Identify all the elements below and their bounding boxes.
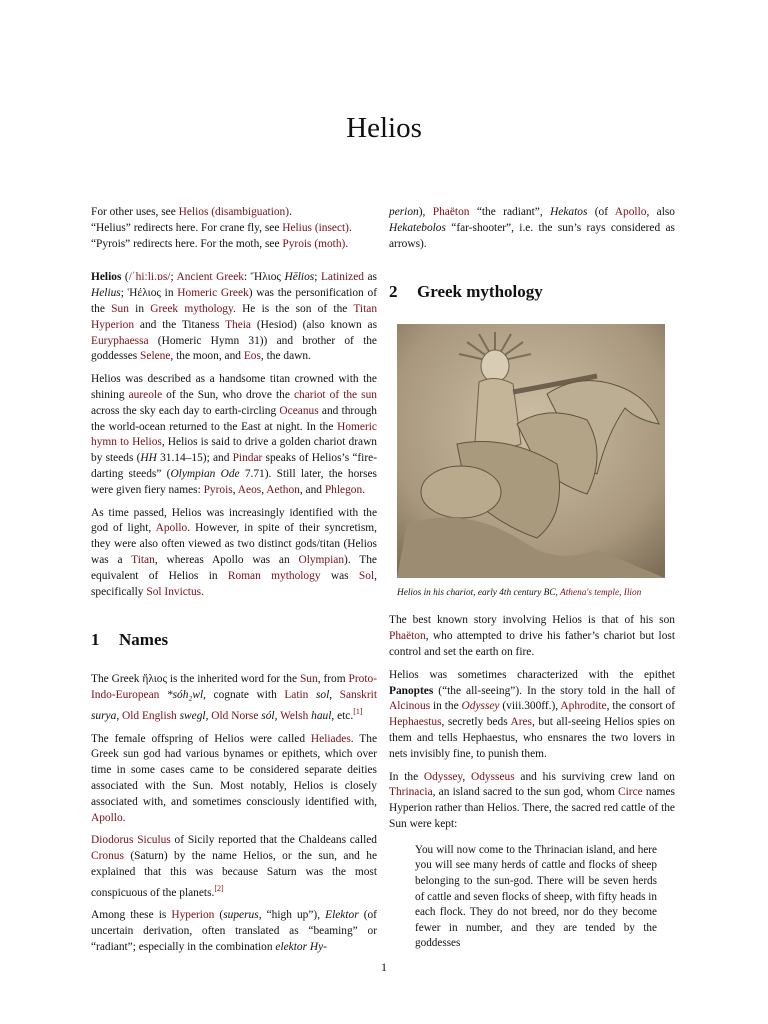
text-run: Helios was sometimes characterized with the epithet bbox=[389, 668, 675, 681]
wiki-link[interactable]: Latin bbox=[284, 689, 309, 702]
text-run: elektor Hy- bbox=[275, 940, 327, 953]
text-run: Hēlios bbox=[284, 271, 315, 284]
mythology-paragraph bbox=[389, 668, 675, 763]
text-run: sól bbox=[261, 709, 275, 722]
wiki-link[interactable]: Proto-Indo-European bbox=[91, 673, 377, 702]
wiki-link[interactable]: Hephaestus bbox=[389, 716, 442, 729]
text-run: Helius bbox=[91, 287, 121, 300]
figure bbox=[397, 324, 665, 599]
wiki-link[interactable]: Apollo bbox=[614, 206, 647, 218]
names-paragraph bbox=[91, 908, 377, 955]
text-run: , the dawn. bbox=[260, 350, 311, 363]
wiki-link[interactable]: Thrinacia bbox=[389, 786, 433, 799]
hatnote-text: “Helius” redirects here. For crane fly, see bbox=[91, 221, 283, 234]
wiki-link[interactable]: Euryphaessa bbox=[91, 334, 149, 347]
wiki-link[interactable]: Odyssey bbox=[461, 700, 500, 713]
wiki-link[interactable]: Sol Invictus bbox=[146, 585, 202, 598]
text-run: Elektor bbox=[325, 909, 359, 922]
wiki-link[interactable]: Phaëton bbox=[432, 206, 470, 218]
citation-ref[interactable]: [2] bbox=[214, 883, 224, 893]
wiki-link[interactable]: Sol bbox=[358, 569, 375, 582]
wiki-link[interactable]: Pyrois bbox=[203, 483, 233, 496]
wiki-link[interactable]: Aphrodite bbox=[560, 700, 607, 713]
text-run: ), bbox=[418, 206, 433, 218]
wiki-link[interactable]: Phaëton bbox=[389, 630, 426, 643]
text-run: in the bbox=[430, 700, 462, 713]
helios-relief-image bbox=[397, 324, 665, 578]
text-run: Hekatebolos bbox=[389, 221, 446, 234]
wiki-link[interactable]: Aeos bbox=[237, 483, 262, 496]
names-paragraph bbox=[91, 732, 377, 827]
wiki-link[interactable]: aureole bbox=[128, 388, 163, 401]
text-run: sol bbox=[315, 689, 330, 702]
wiki-link[interactable]: Circe bbox=[618, 786, 643, 799]
text-run: The female offspring of Helios were called bbox=[91, 732, 311, 745]
wiki-link[interactable]: Roman mythology bbox=[227, 569, 321, 582]
wiki-link[interactable]: Ancient Greek bbox=[176, 271, 244, 284]
wiki-link[interactable]: Ares bbox=[510, 716, 532, 729]
text-run: (“the all-seeing”). In the story told in the hall of bbox=[433, 684, 675, 697]
right-column bbox=[389, 205, 675, 952]
hatnotes bbox=[91, 205, 377, 252]
hatnote bbox=[91, 205, 377, 221]
wiki-link[interactable]: Cronus bbox=[91, 850, 124, 863]
mythology-paragraph bbox=[389, 770, 675, 833]
text-run: Hekatos bbox=[550, 206, 588, 218]
wiki-link[interactable]: Hyperion bbox=[171, 909, 215, 922]
text-run: , an island sacred to the sun god, whom bbox=[432, 786, 619, 799]
section-number: 2 bbox=[389, 282, 398, 302]
wiki-link[interactable]: Aethon bbox=[266, 483, 300, 496]
text-run: , who attempted to drive his father’s chariot but lost control and set the earth on fire. bbox=[389, 630, 675, 658]
text-run bbox=[159, 689, 167, 701]
wiki-link[interactable]: Athena's temple, Ilion bbox=[560, 588, 642, 599]
hatnote bbox=[91, 237, 377, 253]
text-run: Helios bbox=[91, 271, 122, 284]
text-run: across the sky each day to earth-circling bbox=[91, 404, 280, 417]
text-run: (Saturn) by the name Helios, or the sun, and he explained that this was because Saturn was the most conspicuous of the planets. bbox=[91, 850, 377, 899]
text-run: ). The equivalent of Helios in bbox=[91, 553, 377, 582]
section-number: 1 bbox=[91, 630, 100, 650]
text-run: as bbox=[363, 271, 377, 284]
text-run: haul bbox=[311, 709, 332, 722]
wiki-link[interactable]: /ˈhiːli.ɒs/ bbox=[128, 271, 171, 284]
text-run bbox=[308, 689, 316, 701]
hatnote-link[interactable]: Helios (disambiguation) bbox=[178, 206, 290, 218]
text-run: HH bbox=[140, 452, 157, 465]
page-number: 1 bbox=[381, 960, 387, 974]
wiki-link[interactable]: Apollo bbox=[91, 811, 123, 824]
hatnote-text: . bbox=[289, 206, 292, 218]
wiki-link[interactable]: Old English bbox=[122, 709, 177, 722]
text-run: 31.14–15); and bbox=[156, 452, 233, 465]
citation-ref[interactable]: [1] bbox=[353, 706, 363, 716]
text-run: . bbox=[362, 483, 366, 496]
text-run: Helios was described as a handsome titan crowned with the shining bbox=[91, 373, 377, 401]
text-run: ; Ἡέλιος in bbox=[120, 287, 178, 300]
text-run: , secretly beds bbox=[441, 716, 511, 729]
continued-paragraph bbox=[389, 205, 675, 252]
text-run: superus bbox=[223, 909, 259, 922]
wiki-link[interactable]: Eos bbox=[243, 350, 261, 363]
text-run: , bbox=[205, 709, 212, 722]
names-paragraph bbox=[91, 833, 377, 901]
text-run: (Homeric Hymn 31)) and brother of the goddesses bbox=[91, 334, 377, 363]
hatnote-text: . bbox=[345, 237, 349, 250]
text-run: . However, in spite of their syncretism, they were also often viewed as two distinct gods/titan (Helios was a bbox=[91, 522, 377, 566]
wiki-link[interactable]: Theia bbox=[225, 318, 251, 331]
text-run: in bbox=[128, 302, 151, 315]
wiki-link[interactable]: Selene bbox=[140, 350, 171, 363]
text-run: and through the world-ocean returned to the East at night. In the bbox=[91, 404, 378, 433]
wiki-link[interactable]: Alcinous bbox=[389, 700, 431, 713]
wiki-link[interactable]: Welsh bbox=[280, 709, 309, 722]
text-run: speaks of Helios’s “fire-darting steeds” ( bbox=[91, 452, 377, 480]
text-run: ; bbox=[170, 271, 177, 284]
text-run: , whereas Apollo was an bbox=[154, 553, 299, 566]
hatnote bbox=[91, 221, 377, 237]
text-run: , bbox=[274, 709, 281, 722]
text-run: As time passed, Helios was increasingly identified with the god of light, bbox=[91, 506, 377, 535]
text-run: , also bbox=[646, 206, 675, 218]
text-run: The Greek ἥλιος is the inherited word for the bbox=[91, 673, 300, 686]
text-run: (viii.300ff.), bbox=[499, 700, 561, 713]
text-run: , bbox=[232, 483, 238, 496]
text-run: of the Sun, who drove the bbox=[162, 388, 294, 401]
text-run: The best known story involving Helios is that of his son bbox=[389, 614, 675, 627]
intro-paragraph bbox=[91, 372, 377, 498]
wiki-link[interactable]: Odysseus bbox=[470, 770, 515, 783]
section-heading-names bbox=[91, 630, 377, 650]
text-run: of Sicily reported that the Chaldeans called bbox=[170, 834, 377, 847]
section-heading-greek-mythology bbox=[389, 282, 675, 302]
intro-paragraph bbox=[91, 506, 377, 601]
wiki-link[interactable]: Hyperion bbox=[91, 318, 135, 331]
text-run: (of uncertain derivation, often translated as “beaming” or “radiant”; especially in the combination bbox=[91, 909, 377, 953]
text-run: : Ἥλιος bbox=[243, 271, 285, 284]
text-run: ) was the personification of the bbox=[91, 287, 377, 315]
hatnote-text: “Pyrois” redirects here. For the moth, see bbox=[91, 237, 283, 250]
text-run: Helios in his chariot, early 4th century BC, bbox=[397, 588, 561, 599]
wiki-link[interactable]: Heliades bbox=[310, 732, 351, 745]
wiki-link[interactable]: Apollo bbox=[155, 522, 188, 535]
wiki-link[interactable]: Sanskrit bbox=[339, 689, 377, 702]
text-run: . He is the son of the bbox=[232, 302, 354, 315]
text-run: ( bbox=[121, 271, 129, 284]
wiki-link[interactable]: Old Norse bbox=[211, 709, 259, 722]
section-title: Greek mythology bbox=[417, 282, 543, 302]
text-run: , and bbox=[299, 483, 325, 496]
text-run: . bbox=[201, 585, 204, 598]
wiki-link[interactable]: Homeric hymn to Helios bbox=[91, 420, 377, 449]
figure-caption bbox=[397, 587, 665, 599]
text-run: swegl bbox=[179, 709, 206, 722]
wiki-link[interactable]: Phlegon bbox=[324, 483, 363, 496]
text-run: . The Greek sun god had various bynames or epithets, which over time in some cases came to be considered separate deities associated with the Sun. Most notably, Helios is closely associated with, and sometimes consciously identified with, bbox=[91, 732, 378, 808]
intro-paragraph bbox=[91, 270, 377, 365]
text-run: ; bbox=[314, 271, 321, 284]
wiki-link[interactable]: Latinized bbox=[320, 271, 364, 284]
text-run: , bbox=[261, 483, 267, 496]
wiki-link[interactable]: Titan bbox=[353, 302, 378, 315]
text-run: surya bbox=[91, 709, 117, 722]
text-run: , from bbox=[317, 673, 349, 686]
text-run: , the moon, and bbox=[170, 350, 244, 363]
text-run: “far-shooter”, i.e. the sun’s rays considered as arrows). bbox=[389, 221, 675, 250]
text-run: , bbox=[329, 689, 340, 702]
text-run: Panoptes bbox=[389, 684, 434, 697]
page-title: Helios bbox=[346, 112, 422, 144]
text-run: *sóh₂wl bbox=[166, 689, 204, 702]
text-run: , specifically bbox=[91, 569, 377, 598]
text-run: , bbox=[116, 709, 123, 722]
mythology-paragraph bbox=[389, 613, 675, 660]
text-run: and his surviving crew land on bbox=[514, 770, 675, 783]
section-title: Names bbox=[119, 630, 169, 650]
text-run: Among these is bbox=[91, 909, 172, 922]
text-run: ( bbox=[214, 909, 224, 922]
odyssey-quote: You will now come to the Thrinacian island, and here you will see many herds of cattle and flocks of sheep belonging to the sun-god. There will be seven herds of cattle and seven flocks of sheep, with fifty heads in each flock. They do not breed, nor do they become fewer in number, and they are tended by the goddesses bbox=[415, 843, 657, 950]
wiki-link[interactable]: Olympian bbox=[298, 553, 345, 566]
hatnote-text: . bbox=[348, 221, 352, 234]
text-run: , bbox=[462, 770, 471, 783]
text-run: , but all-seeing Helios spies on them and tells Hephaestus, who ensnares the two lovers in nets invisibly fine, to punish them. bbox=[389, 716, 675, 760]
text-run: was bbox=[320, 569, 359, 582]
text-run: 7.71). Still later, the horses were given fiery names: bbox=[91, 467, 377, 496]
text-run: perion bbox=[389, 206, 419, 218]
hatnote-link[interactable]: Pyrois (moth) bbox=[282, 237, 346, 250]
wiki-link[interactable]: Sun bbox=[111, 302, 129, 315]
wiki-link[interactable]: Oceanus bbox=[279, 404, 319, 417]
wiki-link[interactable]: Homeric Greek bbox=[177, 287, 249, 300]
wiki-link[interactable]: Greek mythology bbox=[150, 302, 233, 315]
text-run: (Hesiod) (also known as bbox=[251, 318, 378, 331]
hatnote-text: For other uses, see bbox=[91, 206, 179, 218]
wiki-link[interactable]: chariot of the sun bbox=[293, 388, 377, 401]
names-paragraph bbox=[91, 672, 377, 724]
text-run: , “high up”), bbox=[258, 909, 326, 922]
text-run: In the bbox=[389, 770, 424, 783]
text-run: Olympian Ode bbox=[170, 467, 240, 480]
wiki-link[interactable]: Odyssey bbox=[423, 770, 463, 783]
wiki-link[interactable]: Titan bbox=[131, 553, 155, 566]
hatnote-link[interactable]: Helius (insect) bbox=[282, 221, 349, 234]
text-run: names Hyperion rather than Helios. There, the sacred red cattle of the Sun were kept: bbox=[389, 786, 675, 830]
wiki-link[interactable]: Sun bbox=[299, 673, 318, 686]
text-run: “the radiant”, bbox=[469, 206, 551, 218]
left-column bbox=[91, 205, 377, 963]
text-run: , Helios is said to drive a golden chariot drawn by steeds ( bbox=[91, 436, 377, 465]
text-run: . bbox=[122, 811, 126, 824]
text-run: , the consort of bbox=[606, 700, 675, 713]
wiki-link[interactable]: Pindar bbox=[232, 452, 263, 465]
wiki-link[interactable]: Diodorus Siculus bbox=[91, 834, 171, 847]
text-run: and the Titaness bbox=[134, 318, 226, 331]
text-run: , cognate with bbox=[203, 689, 285, 702]
text-run: , etc. bbox=[331, 709, 354, 722]
text-run: (of bbox=[587, 206, 615, 218]
